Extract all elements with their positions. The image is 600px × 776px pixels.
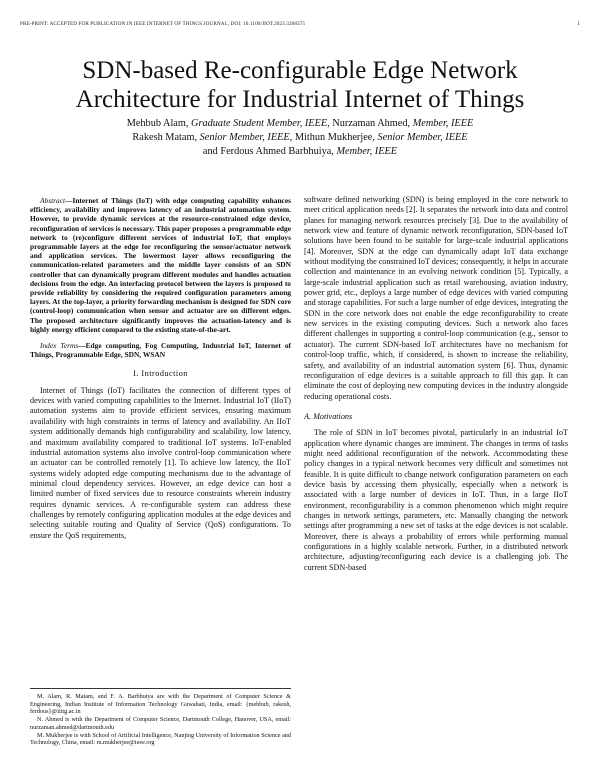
author-affiliation: Member, IEEE	[412, 118, 474, 129]
abstract-text: —Internet of Things (IoT) with edge computing capability enhances efficiency, availability and improves latency of an industrial automation system. However, to provide dynamic services at the resource-constrained edge device, reconfiguration of services is necessary. This paper proposes a programmable edge network to (re)configure different services of industrial IoT, that employs programmable layers at the edge for reconfiguring the sensor/actuator network and application services. The lowermost layer allows reconfiguring the communication-related parameters and the middle layer consists of an SDN controller that can dynamically program different modules and handles actuation decisions from the edge. An interfacing protocol between the layers is proposed to provide reliability by considering the required configuration parameters among layers. At the top-layer, a priority forwarding mechanism is designed for SDN core (control-loop) communication when sensor and actuator are on different edges. The proposed architecture significantly improves the actuation-latency and is highly energy efficient compared to the existing state-of-the-art.	[30, 196, 291, 334]
author-name: , Nurzaman Ahmed,	[327, 118, 411, 129]
section-heading-introduction: I. Introduction	[133, 369, 188, 379]
footnotes	[30, 688, 291, 747]
author-name: , Mithun Mukherjee,	[289, 132, 375, 143]
paper-title: SDN-based Re-configurable Edge Network Architecture for Industrial Internet of Things	[75, 57, 525, 113]
footnote: M. Mukherjee is with School of Artificial Intelligence, Nanjing University of Information Science and Technology, China, email: m.mukherjee@ieee.org	[30, 731, 291, 747]
author-name: Mehbub Alam,	[126, 118, 189, 129]
index-terms	[30, 341, 291, 359]
page-number: 1	[577, 21, 580, 27]
footnote: M. Alam, R. Matam, and F. A. Barbhuiya are with the Department of Computer Science & Engineering, Indian Institute of Information Technology Guwahati, India, email: {mehbub, rakesh, ferdous}@iiitg.ac.in	[30, 693, 291, 716]
abstract	[30, 196, 291, 334]
author-line-3	[40, 145, 560, 159]
author-affiliation: Member, IEEE	[336, 146, 398, 157]
right-column-paragraph: software defined networking (SDN) is being employed in the core network to meet critical application needs [2]. It separates the network into data and control planes for managing network resources precisely [3]. Due to the availability of network view and feature of dynamic network reconfiguration, SDN-based IoT solutions have been found to be suitable for large-scale industrial applications [4]. Moreover, SDN at the edge can dynamically adapt IoT data exchange without modifying the constrained IoT devices; consequently, it helps in accurate collection and maintenance in an evolving network condition [5]. Typically, a large-scale industrial application such as retail warehousing, aviation industry, power grid, etc., deploys a large number of edge devices with varied computing and storage capabilities. For such a large number of edge devices, integrating the SDN in the core network does not enable the edge reconfigurability to create new services in the existing computing devices. Such a network also faces different challenges in supporting a control-loop communication (e.g., sensor to actuator). The current SDN-based IoT architectures have no mechanism for control-loop traffic, which, if considered, is shown to increase the reliability, safety, and availability of an industrial automation system [6]. Thus, dynamic reconfiguration of edge devices is a suitable approach to fill this gap. It can eliminate the cost of deploying new computing devices in the industry alongside reducing operational costs.	[304, 195, 568, 401]
author-affiliation: Graduate Student Member, IEEE	[191, 118, 328, 129]
intro-paragraph: Internet of Things (IoT) facilitates the connection of different types of devices with varied computing capabilities to the Internet. Industrial IoT (IIoT) automation systems aim to provide efficient services, ensuring maximum availability with high constraints in terms of latency and availability. An IIoT system additionally demands high configurability and scalability, low latency, and maximum availability compared to traditional IoT systems. IoT-enabled industrial automation systems also involve control-loop communication where an actuator can be controlled remotely [1]. To achieve low latency, the IIoT systems widely adopted edge computing mechanisms due to the advantage of minimal cloud dependency services. However, an edge device can host a limited number of fixed services due to resource constraints wherein industry requires dynamic services. A re-configurable system can address these challenges by remotely configuring application modules at the edge devices and selecting suitable routing and Quality of Service (QoS) configurations. To ensure the QoS requirements,	[30, 385, 291, 540]
running-header	[20, 21, 580, 27]
index-terms-lead: Index Terms	[40, 341, 79, 351]
abstract-lead: Abstract	[40, 196, 66, 205]
right-column	[304, 195, 568, 573]
subsection-heading-motivations: A. Motivations	[304, 411, 353, 421]
running-head-text: PRE-PRINT: ACCEPTED FOR PUBLICATION IN IEEE INTERNET OF THINGS JOURNAL, DOI: 10.1109/JIOT.2023.3268375	[20, 21, 306, 27]
author-affiliation: Senior Member, IEEE	[377, 132, 468, 143]
left-column	[30, 196, 291, 541]
footnote: N. Ahmed is with the Department of Computer Science, Dartmouth College, Hanover, USA, email: nurzaman.ahmed@dartmouth.edu	[30, 716, 291, 731]
index-terms-text: —Edge computing, Fog Computing, Industrial IoT, Internet of Things, Programmable Edge, SDN, WSAN	[30, 341, 292, 360]
author-name: and Ferdous Ahmed Barbhuiya,	[202, 146, 334, 157]
author-name: Rakesh Matam,	[132, 132, 198, 143]
author-line-2	[40, 131, 560, 145]
author-block	[40, 117, 560, 159]
author-line-1	[40, 117, 560, 131]
author-affiliation: Senior Member, IEEE	[199, 132, 290, 143]
motivations-paragraph: The role of SDN in IoT becomes pivotal, particularly in an industrial IoT application where dynamic changes are imminent. The changes in terms of tasks might need additional reconfiguration of the network. Accommodating these policy changes in a typical network becomes very difficult and sometimes not feasible. It is quite difficult to change network configuration parameters on each device basis by accessing them physically, especially when a network is associated with a large number of devices in IoT. Thus, in a large IIoT environment, reconfigurability is a common phenomenon which might require changes in network settings, parameters, etc. Manually changing the network settings after programming a new set of tasks at the edge devices is not scalable. Moreover, there is always a probability of errors while performing manual configurations in a highly scalable network. Further, in a distributed network architecture, adjusting/reconfiguring each device is a challenging job. The current SDN-based	[304, 428, 568, 572]
